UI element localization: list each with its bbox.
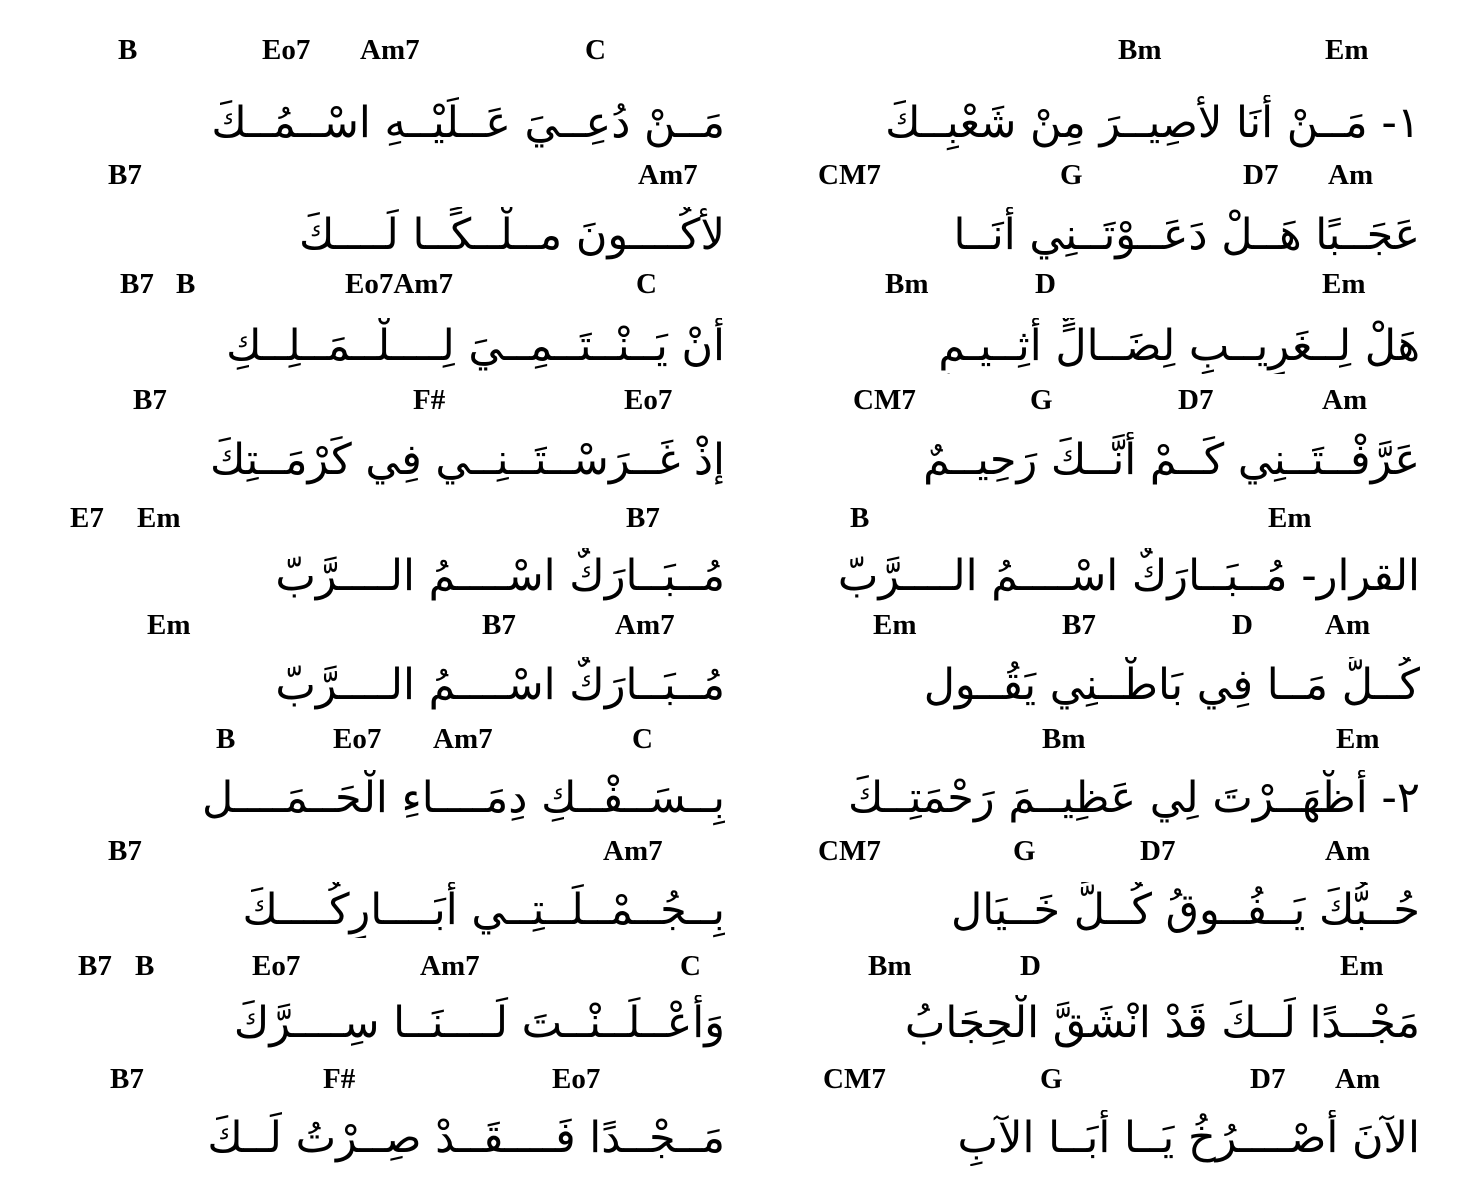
chord: G [1060, 159, 1083, 191]
lyric-line: وَأعْــلَــنْــتَ لَــــنَــا سِــــرَّكَ [233, 998, 725, 1048]
chord: E7 [70, 502, 104, 534]
chord: CM7 [853, 384, 916, 416]
chord: C [585, 34, 606, 66]
chord: G [1030, 384, 1053, 416]
lyric-line: حُــبُّكَ يَــفُــوقُ كُــلَّ خَــيَال [950, 885, 1420, 935]
chord: D7 [1243, 159, 1279, 191]
lyric-line: هَلْ لِــغَرِيــبِ لِضَــالٍّ أثِــيـمِ [938, 321, 1420, 371]
chord: Am [1325, 835, 1371, 867]
chord: Em [1340, 950, 1384, 982]
lyric-line: الآنَ أصْــــرُخُ يَــا أبَــا الآبِ [957, 1113, 1420, 1163]
chord: B7 [482, 609, 516, 641]
chord: F# [323, 1063, 356, 1095]
chord: Am [1335, 1063, 1381, 1095]
chord: Eo7 [552, 1063, 601, 1095]
chord: G [1013, 835, 1036, 867]
chord: D7 [1140, 835, 1176, 867]
lyric-line: مُــبَــارَكٌ اسْــــمُ الــــرَّبّ [275, 660, 725, 710]
chord: C [680, 950, 701, 982]
chord: Bm [885, 268, 929, 300]
chord: B [118, 34, 138, 66]
chord: Bm [1118, 34, 1162, 66]
chord: B7 [78, 950, 112, 982]
chord: Eo7 [262, 34, 311, 66]
lyric-line: مَجْــدًا لَــكَ قَدْ انْشَقَّ الْحِجَابُ [904, 998, 1420, 1048]
lyric-line: القرار- مُــبَــارَكٌ اسْــــمُ الــــرَّبّ [837, 551, 1420, 601]
chord: Em [1322, 268, 1366, 300]
lyric-line: إذْ غَــرَسْــتَــنِــي فِي كَرْمَــتِكَ [210, 435, 725, 485]
chord: Am7 [433, 723, 493, 755]
chord: Eo7 [333, 723, 382, 755]
chord: B7 [133, 384, 167, 416]
chord: Eo7Am7 [345, 268, 453, 300]
chord: Eo7 [624, 384, 673, 416]
chord: CM7 [823, 1063, 886, 1095]
chord: Am7 [638, 159, 698, 191]
chord: Em [873, 609, 917, 641]
lyric-line: ٢- أظْهَــرْتَ لِي عَظِيــمَ رَحْمَتِــكَ [848, 773, 1420, 823]
chord: B [850, 502, 870, 534]
chord: Am7 [615, 609, 675, 641]
chord: Em [1336, 723, 1380, 755]
chord: B7 [108, 835, 142, 867]
lyric-line: عَجَــبًا هَــلْ دَعَــوْتَــنِي أنَــا [953, 210, 1420, 260]
lyric-line: لأكُــــونَ مــلْــكًــا لَــــكَ [299, 210, 725, 260]
chord: D [1035, 268, 1056, 300]
chord: Em [137, 502, 181, 534]
chord: Am7 [360, 34, 420, 66]
chord: Am [1325, 609, 1371, 641]
lyric-line: ١- مَــنْ أنَا لأَصِيــرَ مِنْ شَعْبِــكَ [885, 98, 1420, 148]
chord: Eo7 [252, 950, 301, 982]
chord: B [216, 723, 236, 755]
lyric-line: عَرَّفْــتَــنِي كَــمْ أنَّــكَ رَحِيــمٌ [923, 435, 1420, 485]
chord: B7 [110, 1063, 144, 1095]
chord: B7 [1062, 609, 1096, 641]
chord: Am [1322, 384, 1368, 416]
chord: B [135, 950, 155, 982]
chord: Am [1328, 159, 1374, 191]
lyric-line: مَــجْــدًا فَــــقَــدْ صِــرْتُ لَــكَ [207, 1113, 725, 1163]
chord: D7 [1178, 384, 1214, 416]
chord: CM7 [818, 835, 881, 867]
lyric-line: مَــنْ دُعِــيَ عَــلَيْــهِ اسْــمُــكَ [211, 98, 725, 148]
chord: Em [1325, 34, 1369, 66]
lyric-line: أنْ يَــنْــتَــمِــيَ لِــــلْــمَــلِــكِ [226, 321, 725, 371]
chord: C [636, 268, 657, 300]
lyric-line: بِــسَــفْــكِ دِمَــــاءِ الْحَــمَــــل [202, 773, 725, 823]
chord: D [1232, 609, 1253, 641]
chord: B7 [120, 268, 154, 300]
chord: Bm [868, 950, 912, 982]
chord: D [1020, 950, 1041, 982]
chord: B7 [626, 502, 660, 534]
chord: F# [413, 384, 446, 416]
lyric-line: كُــلُّ مَــا فِي بَاطْــنِي يَقُــول [923, 660, 1420, 710]
chord: B [176, 268, 196, 300]
chord: Am7 [420, 950, 480, 982]
chord: D7 [1250, 1063, 1286, 1095]
chord: G [1040, 1063, 1063, 1095]
chord: B7 [108, 159, 142, 191]
lyric-line: مُــبَــارَكٌ اسْــــمُ الــــرَّبّ [275, 551, 725, 601]
chord: Bm [1042, 723, 1086, 755]
lyric-line: بِــجُــمْــلَــتِــي أبَــــارِكُــــكَ [242, 885, 725, 935]
chord: Em [1268, 502, 1312, 534]
chord: C [632, 723, 653, 755]
chord: Am7 [603, 835, 663, 867]
chord: Em [147, 609, 191, 641]
chord: CM7 [818, 159, 881, 191]
